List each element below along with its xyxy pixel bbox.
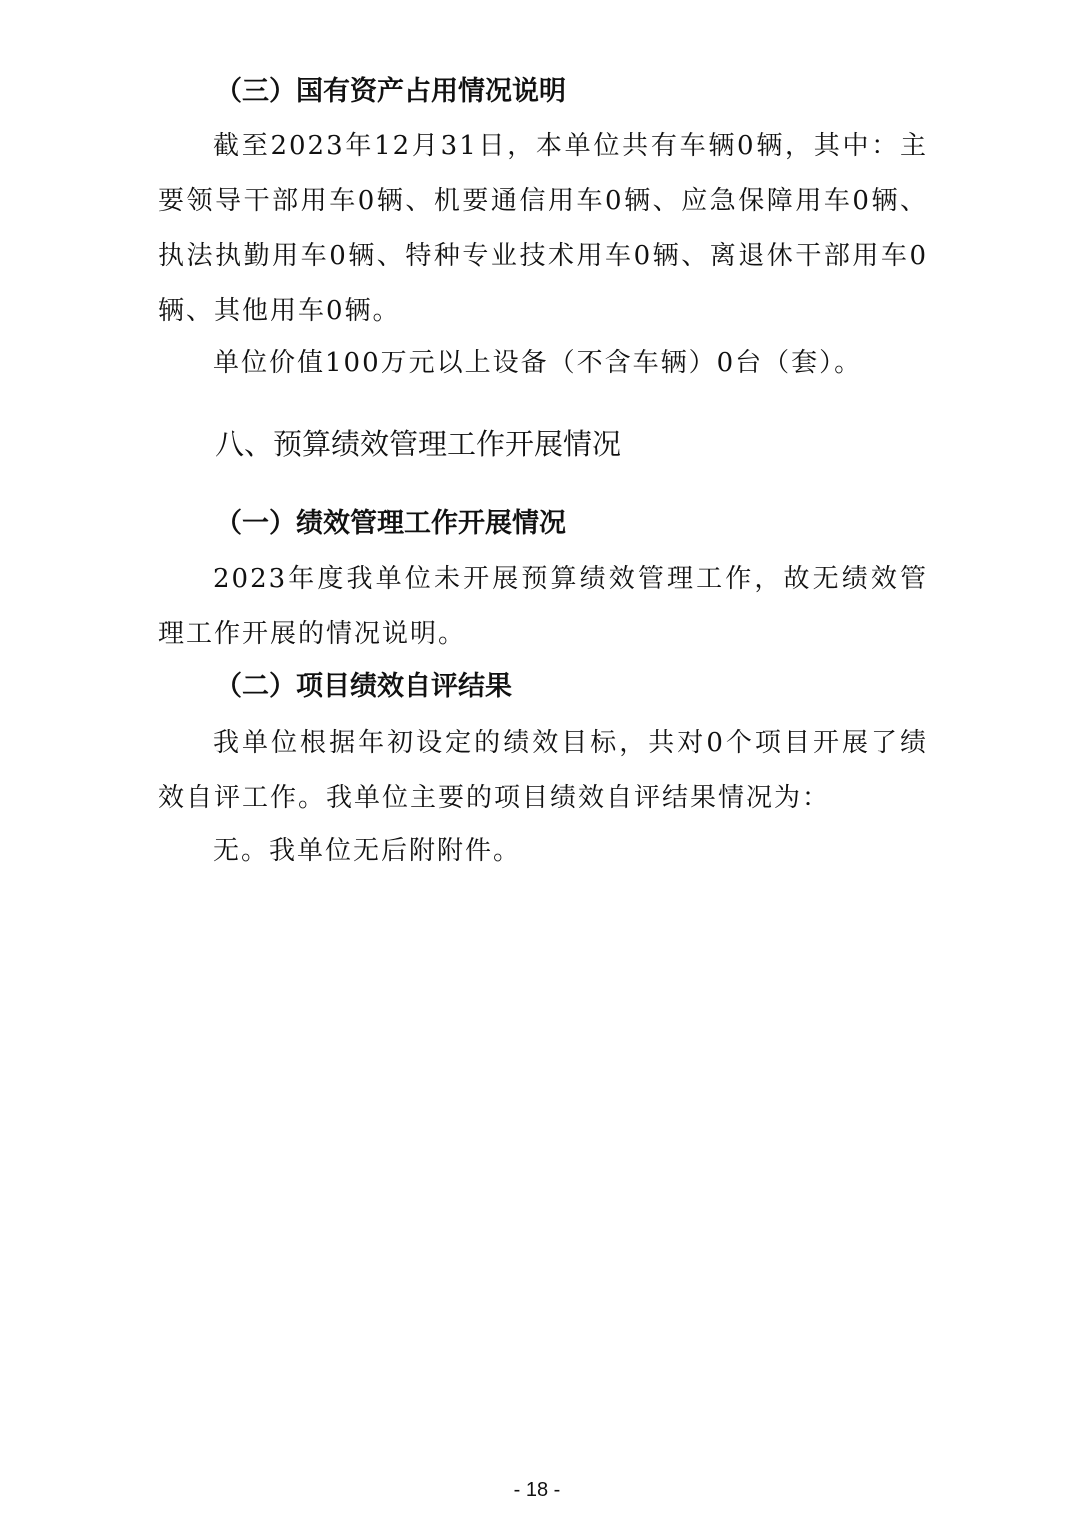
section-3-title: （三）国有资产占用情况说明 [215, 76, 566, 107]
equipment-paragraph: 单位价值100万元以上设备（不含车辆）0台（套）。 [213, 348, 863, 378]
section-8-2-title: （二）项目绩效自评结果 [215, 671, 512, 702]
section-8-1-title: （一）绩效管理工作开展情况 [215, 508, 566, 539]
attachments-paragraph: 无。我单位无后附附件。 [213, 836, 522, 866]
vehicles-paragraph: 截至2023年12月31日，本单位共有车辆0辆，其中：主要领导干部用车0辆、机要通信用车0辆、应急保障用车0辆、执法执勤用车0辆、特种专业技术用车0辆、离退休干部用车0辆、其他用车0辆。 [158, 131, 928, 326]
self-evaluation-paragraph: 我单位根据年初设定的绩效目标，共对0个项目开展了绩效自评工作。我单位主要的项目绩效自评结果情况为： [158, 728, 928, 813]
chapter-8-title: 八、预算绩效管理工作开展情况 [215, 427, 622, 461]
page-number: - 18 - [513, 1479, 561, 1501]
performance-management-paragraph: 2023年度我单位未开展预算绩效管理工作，故无绩效管理工作开展的情况说明。 [158, 564, 928, 649]
